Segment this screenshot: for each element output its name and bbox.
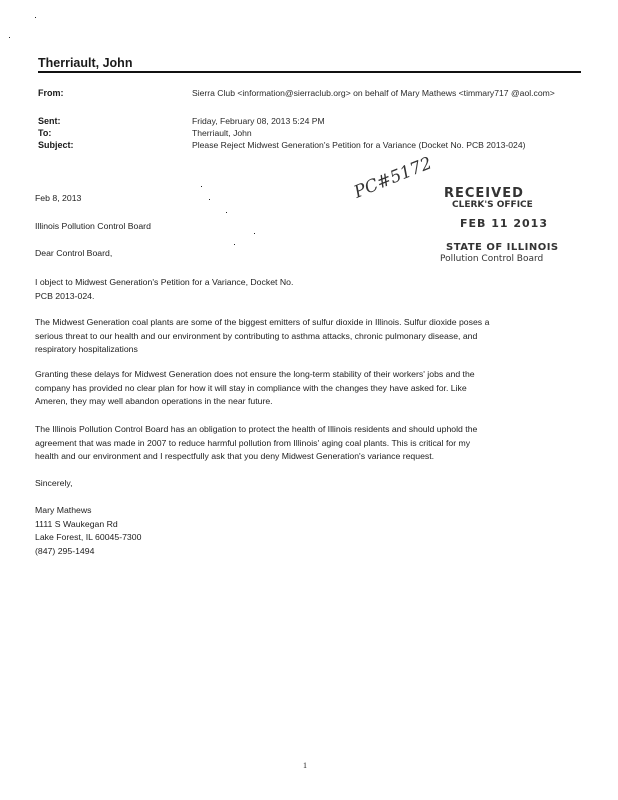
handwritten-note: PC#5172 — [351, 153, 435, 203]
stamp-received: RECEIVED — [444, 186, 524, 201]
scan-speck — [234, 244, 235, 245]
stamp-state: STATE OF ILLINOIS — [446, 242, 559, 253]
paragraph-objection: I object to Midwest Generation's Petition for a Variance, Docket No. PCB 2013-024. — [35, 277, 294, 301]
signature-city: Lake Forest, IL 60045-7300 — [35, 532, 142, 543]
scan-speck — [9, 37, 10, 38]
scan-speck — [35, 17, 36, 18]
header-rule — [38, 71, 581, 73]
from-label: From: — [38, 88, 64, 98]
subject-label: Subject: — [38, 140, 74, 150]
from-value: Sierra Club <information@sierraclub.org> on behalf of Mary Mathews <timmary717 @aol.com> — [192, 88, 555, 98]
scan-speck — [226, 212, 227, 213]
stamp-date: FEB 11 2013 — [460, 217, 548, 230]
paragraph-delays: Granting these delays for Midwest Generation does not ensure the long-term stability of their workers' jobs and the company has provided no clear plan for how it will stay in compliance with the changes they have asked for. Like Ameren, they may well abandon operations in the near future. — [35, 369, 475, 407]
paragraph-obligation: The Illinois Pollution Control Board has an obligation to protect the health of Illinois residents and should uphold the agreement that was made in 2007 to reduce harmful pollution from Illinois' aging coal plants. This is critical for my health and our environment and I respectfully ask that you deny Midwest Generation's variance request. — [35, 424, 478, 462]
letter-date: Feb 8, 2013 — [35, 193, 82, 203]
page-number: 1 — [303, 761, 307, 770]
sent-value: Friday, February 08, 2013 5:24 PM — [192, 116, 325, 126]
scan-speck — [201, 186, 202, 187]
stamp-board: Pollution Control Board — [440, 254, 544, 264]
to-label: To: — [38, 128, 52, 138]
signature-block — [35, 504, 583, 558]
to-value: Therriault, John — [192, 128, 252, 138]
letter-recipient: Illinois Pollution Control Board — [35, 221, 151, 231]
letter-closing: Sincerely, — [35, 478, 73, 488]
sent-label: Sent: — [38, 116, 61, 126]
email-owner-name: Therriault, John — [38, 56, 133, 70]
letter-salutation: Dear Control Board, — [35, 248, 113, 258]
signature-street: 1111 S Waukegan Rd — [35, 518, 118, 529]
paragraph-emissions: The Midwest Generation coal plants are some of the biggest emitters of sulfur dioxide in Illinois. Sulfur dioxide poses a serious threat to our health and our environment by contributing to asthma attacks, chronic pulmonary disease, and respiratory hospitalizations — [35, 317, 490, 355]
signature-name: Mary Mathews — [35, 505, 92, 515]
stamp-clerks-office: CLERK'S OFFICE — [452, 200, 533, 210]
subject-value: Please Reject Midwest Generation's Petition for a Variance (Docket No. PCB 2013-024) — [192, 140, 526, 150]
signature-phone: (847) 295-1494 — [35, 545, 95, 556]
